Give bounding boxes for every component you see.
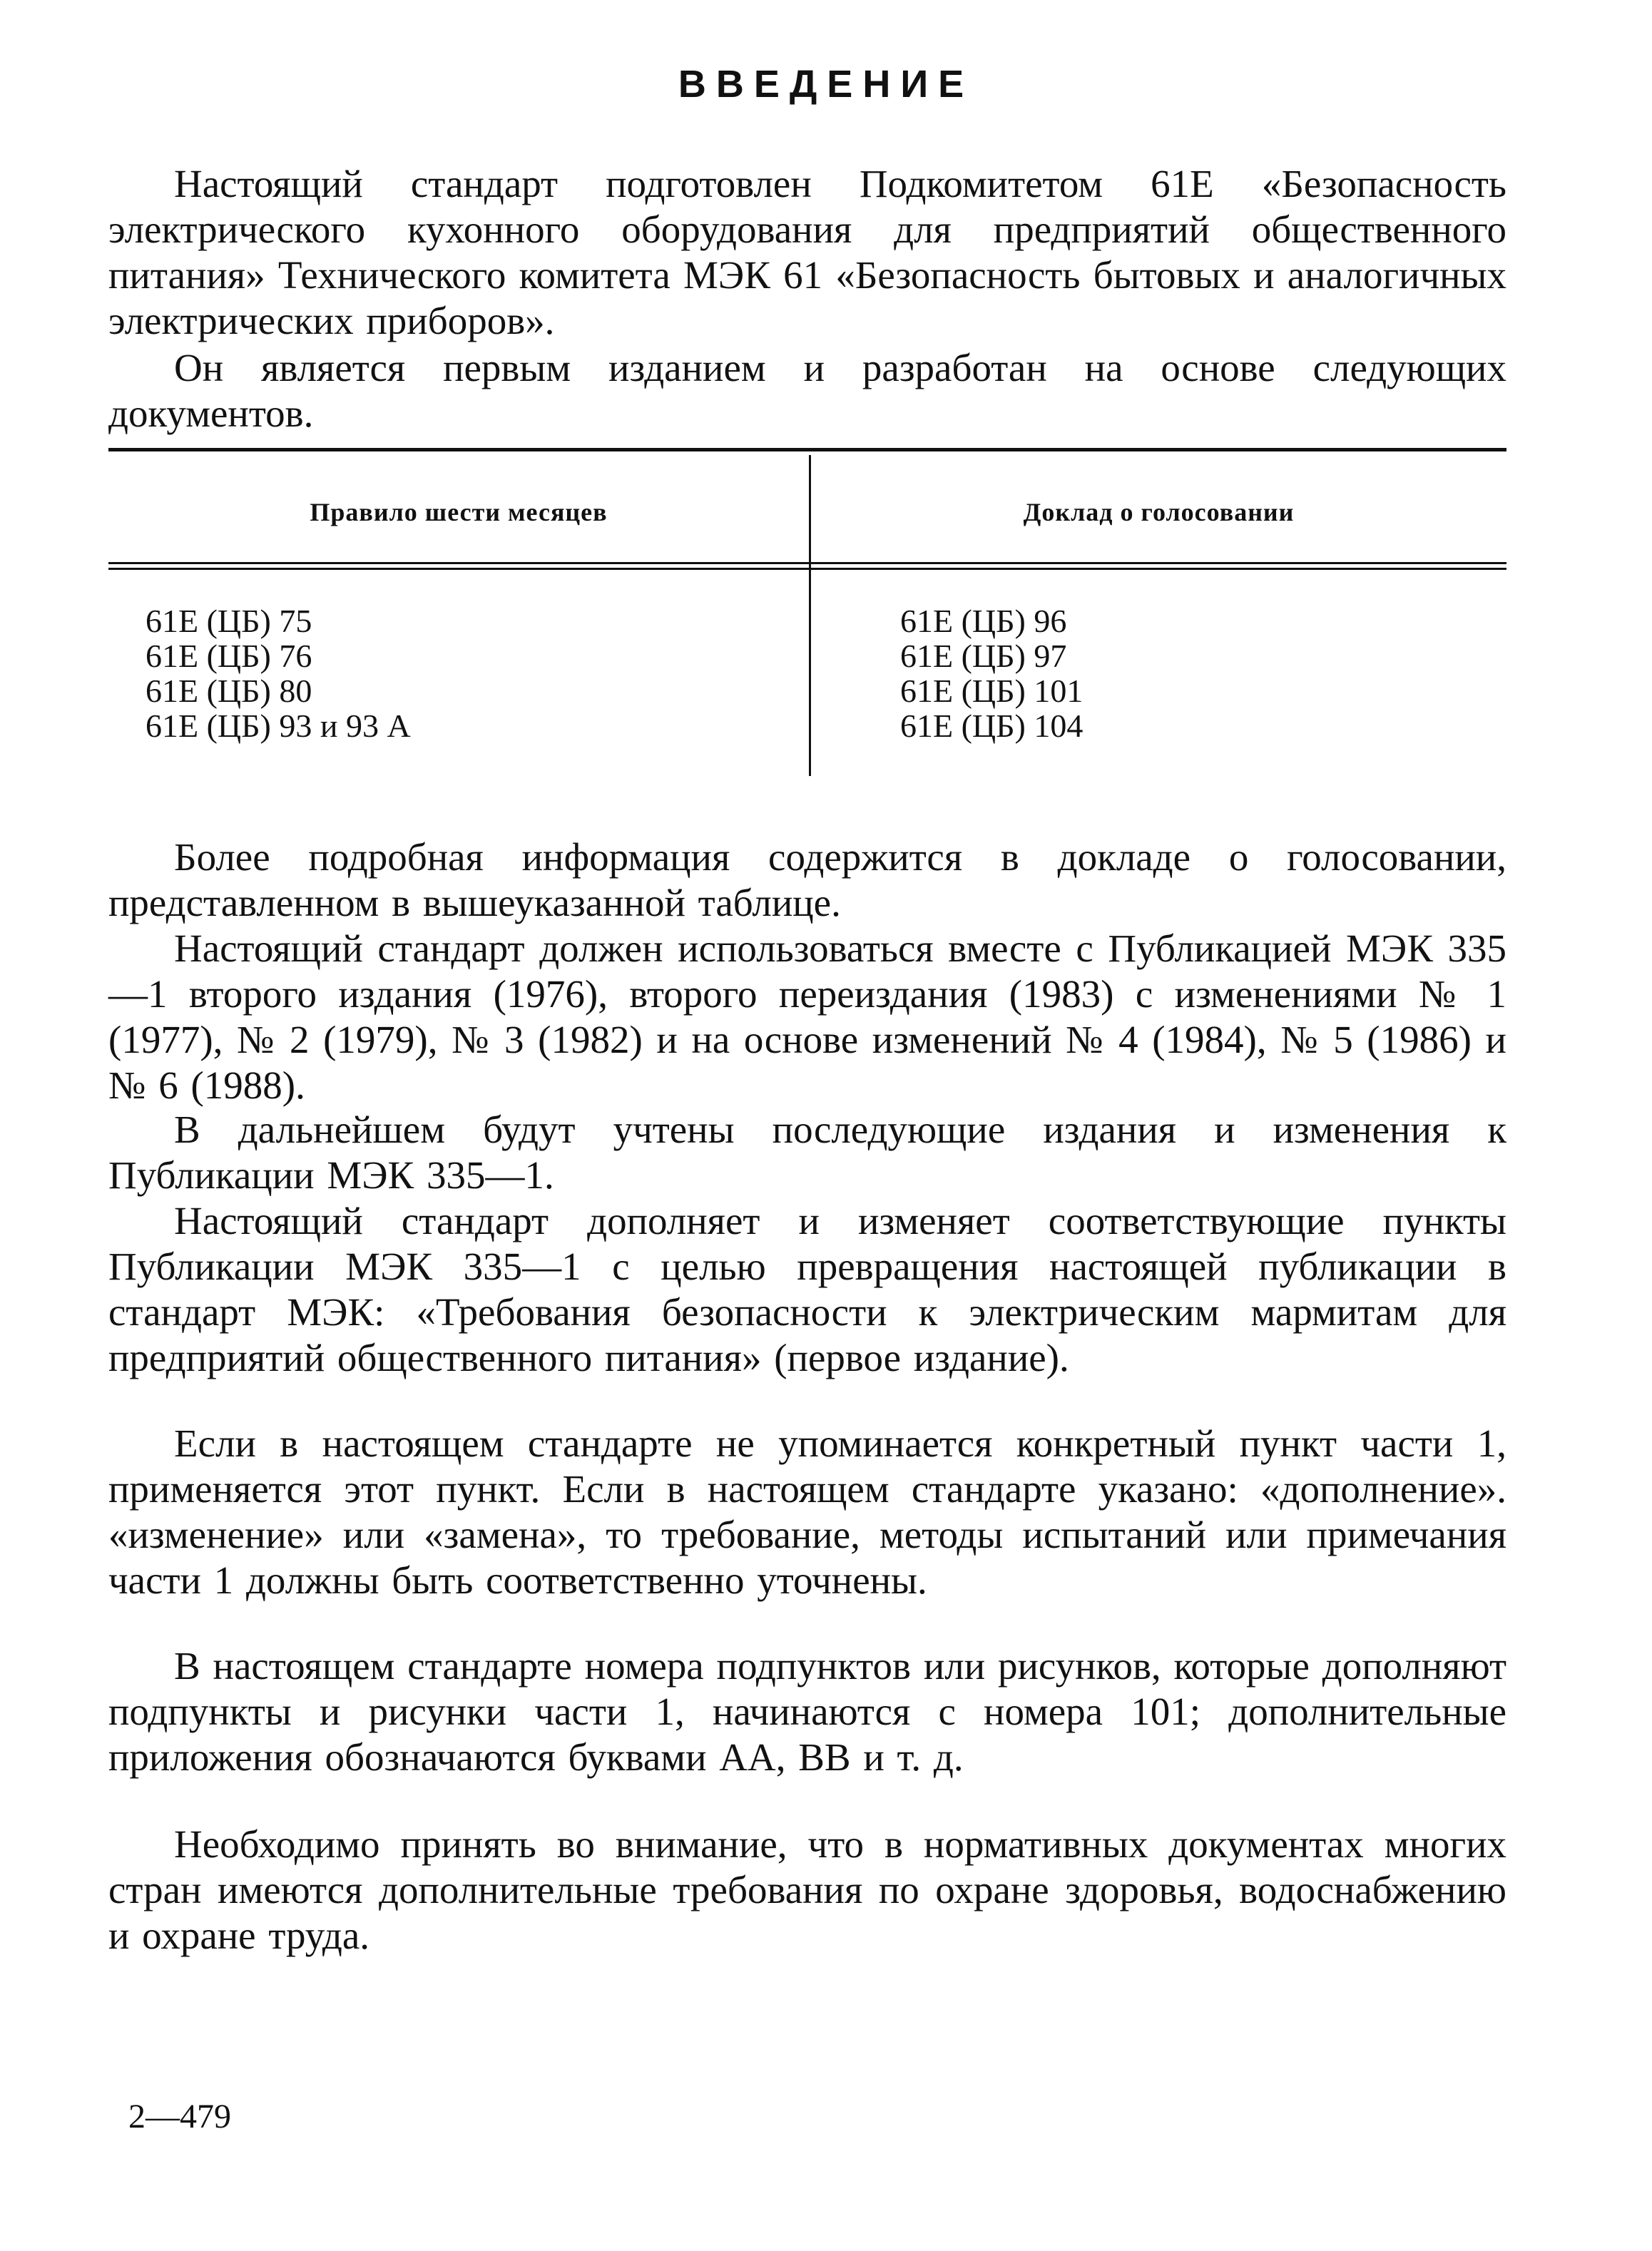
- table-cell: 61Е (ЦБ) 97: [900, 638, 1067, 674]
- intro-paragraph-1: Настоящий стандарт подготовлен Подкомитетом 61Е «Безопасность электрического кухонного оборудования для предприятий общественного питания» Технического комитета МЭК 61 «Безопасность бытовых и аналогичных электрических приборов».: [108, 162, 1506, 342]
- table-header-six-month-rule: Правило шести месяцев: [310, 498, 608, 526]
- page-title: ВВЕДЕНИЕ: [678, 63, 974, 106]
- body-paragraph-1: Более подробная информация содержится в докладе о голосовании, представленном в вышеуказанной таблице.: [108, 835, 1506, 924]
- body-paragraph-7: Необходимо принять во внимание, что в нормативных документах многих стран имеются дополнительные требования по охране здоровья, водоснабжению и охране труда.: [108, 1822, 1506, 1957]
- table-header-rule-upper: [108, 562, 1506, 564]
- page-number: 2—479: [128, 2098, 231, 2135]
- body-paragraph-4: Настоящий стандарт дополняет и изменяет соответствующие пункты Публикации МЭК 335—1 с целью превращения настоящей публикации в стандарт МЭК: «Требования безопасности к электрическим мармитам для предприятий общественного питания» (первое издание).: [108, 1199, 1506, 1379]
- table-cell: 61Е (ЦБ) 93 и 93 А: [146, 708, 411, 744]
- body-paragraph-3: В дальнейшем будут учтены последующие издания и изменения к Публикации МЭК 335—1.: [108, 1108, 1506, 1197]
- voting-report-column: [900, 603, 1083, 743]
- body-paragraph-5: Если в настоящем стандарте не упоминается конкретный пункт части 1, применяется этот пункт. Если в настоящем стандарте указано: «дополнение». «изменение» или «замена», то требование, методы испытаний или примечания части 1 должны быть соответственно уточнены.: [108, 1421, 1506, 1602]
- body-paragraph-2: Настоящий стандарт должен использоваться вместе с Публикацией МЭК 335—1 второго издания (1976), второго переиздания (1983) с изменениями № 1 (1977), № 2 (1979), № 3 (1982) и на основе изменений № 4 (1984), № 5 (1986) и № 6 (1988).: [108, 927, 1506, 1107]
- table-header-rule-lower: [108, 568, 1506, 570]
- table-cell: 61Е (ЦБ) 104: [900, 708, 1084, 744]
- table-header-voting-report: Доклад о голосовании: [1023, 498, 1295, 526]
- table-top-rule: [108, 448, 1506, 451]
- six-month-rule-column: [146, 603, 411, 743]
- intro-paragraph-2: Он является первым изданием и разработан на основе следующих документов.: [108, 346, 1506, 435]
- table-cell: 61Е (ЦБ) 80: [146, 673, 312, 709]
- table-cell: 61Е (ЦБ) 101: [900, 673, 1084, 709]
- body-paragraph-6: В настоящем стандарте номера подпунктов или рисунков, которые дополняют подпункты и рисунки части 1, начинаются с номера 101; дополнительные приложения обозначаются буквами АА, ВВ и т. д.: [108, 1644, 1506, 1779]
- table-cell: 61Е (ЦБ) 96: [900, 603, 1067, 639]
- table-cell: 61Е (ЦБ) 75: [146, 603, 312, 639]
- table-cell: 61Е (ЦБ) 76: [146, 638, 312, 674]
